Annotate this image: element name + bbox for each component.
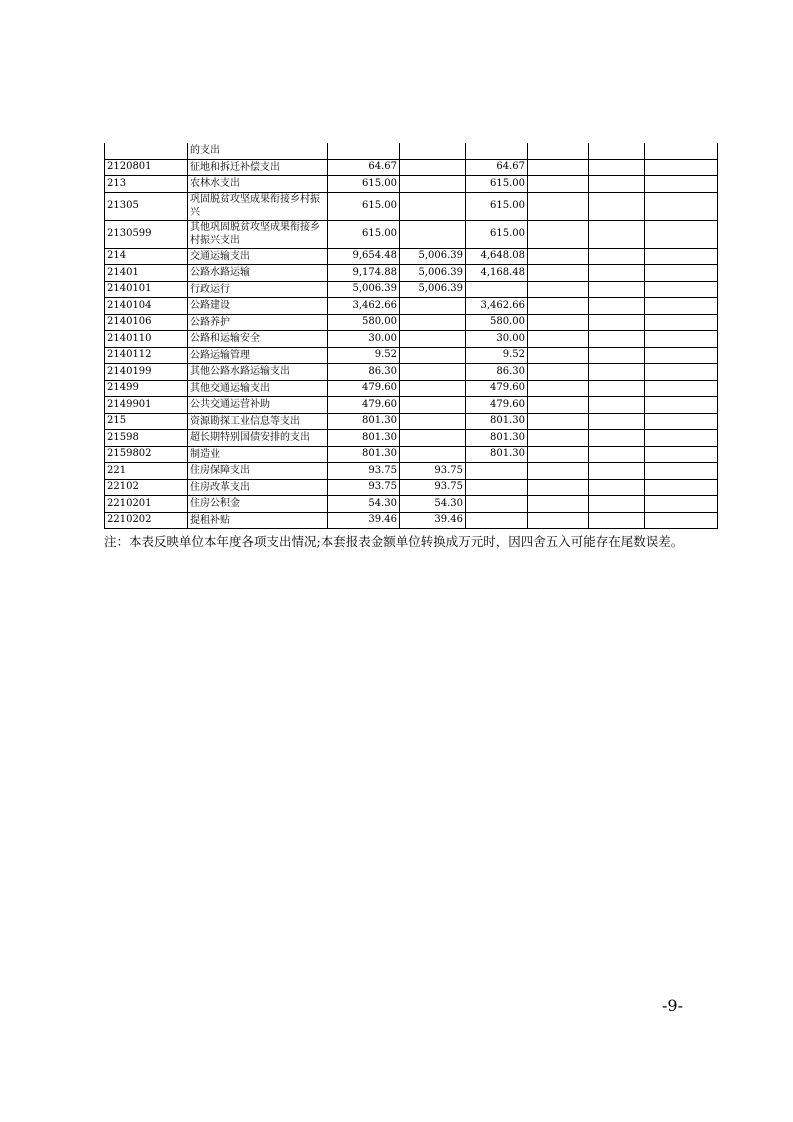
row-name: 巩固脱贫攻坚成果衔接乡村振兴 [188, 192, 328, 220]
row-amount-c6 [645, 446, 718, 463]
table-row [105, 364, 718, 381]
row-amount-c2 [400, 446, 466, 463]
row-name: 住房改革支出 [188, 479, 328, 496]
row-amount-c3: 615.00 [466, 220, 528, 248]
row-amount-c6 [645, 265, 718, 282]
row-name: 公路运输管理 [188, 347, 328, 364]
row-code: 22102 [105, 479, 188, 496]
page-number: -9- [662, 996, 683, 1015]
row-amount-c3: 801.30 [466, 413, 528, 430]
row-name: 其他交通运输支出 [188, 380, 328, 397]
expenditure-table [104, 143, 718, 529]
row-amount-c2: 5,006.39 [400, 281, 466, 298]
row-amount-c4 [528, 192, 589, 220]
row-amount-c4 [528, 248, 589, 265]
table-row [105, 463, 718, 480]
row-amount-c5 [589, 281, 645, 298]
row-amount-c2: 54.30 [400, 496, 466, 513]
row-amount-c2 [400, 364, 466, 381]
row-amount-c1: 9,174.88 [328, 265, 400, 282]
row-amount-c1: 5,006.39 [328, 281, 400, 298]
table-body [105, 143, 718, 529]
row-amount-c4 [528, 397, 589, 414]
table-row [105, 446, 718, 463]
row-name: 农林水支出 [188, 176, 328, 193]
row-amount-c2: 93.75 [400, 463, 466, 480]
row-name: 住房保障支出 [188, 463, 328, 480]
table-row [105, 265, 718, 282]
row-amount-c4 [528, 347, 589, 364]
row-name: 公共交通运营补助 [188, 397, 328, 414]
row-name: 征地和拆迁补偿支出 [188, 159, 328, 176]
row-amount-c4 [528, 413, 589, 430]
row-amount-c1: 801.30 [328, 446, 400, 463]
row-name: 超长期特别国债安排的支出 [188, 430, 328, 447]
row-amount-c4 [528, 463, 589, 480]
row-amount-c2 [400, 413, 466, 430]
row-amount-c2 [400, 176, 466, 193]
row-amount-c2 [400, 314, 466, 331]
row-amount-c2 [400, 397, 466, 414]
row-amount-c5 [589, 248, 645, 265]
row-name: 资源勘探工业信息等支出 [188, 413, 328, 430]
table-row [105, 380, 718, 397]
row-name: 公路水路运输 [188, 265, 328, 282]
row-amount-c6 [645, 413, 718, 430]
row-amount-c1: 615.00 [328, 192, 400, 220]
table-row [105, 298, 718, 315]
row-amount-c5 [589, 298, 645, 315]
row-amount-c5 [589, 314, 645, 331]
table-row [105, 479, 718, 496]
row-amount-c6 [645, 248, 718, 265]
row-code: 2140106 [105, 314, 188, 331]
row-amount-c4 [528, 298, 589, 315]
row-code: 2210202 [105, 512, 188, 529]
row-amount-c5 [589, 380, 645, 397]
row-amount-c4 [528, 430, 589, 447]
row-amount-c3 [466, 512, 528, 529]
row-code: 214 [105, 248, 188, 265]
row-amount-c4 [528, 512, 589, 529]
row-code: 2140110 [105, 331, 188, 348]
row-amount-c1: 479.60 [328, 380, 400, 397]
row-amount-c4 [528, 220, 589, 248]
row-amount-c1: 54.30 [328, 496, 400, 513]
row-amount-c4 [528, 143, 589, 159]
row-name: 交通运输支出 [188, 248, 328, 265]
row-amount-c3 [466, 143, 528, 159]
row-code: 2120801 [105, 159, 188, 176]
row-amount-c4 [528, 479, 589, 496]
row-code: 21598 [105, 430, 188, 447]
row-amount-c5 [589, 331, 645, 348]
table-row [105, 220, 718, 248]
table-row [105, 248, 718, 265]
row-amount-c5 [589, 159, 645, 176]
table-row [105, 143, 718, 159]
row-name: 制造业 [188, 446, 328, 463]
row-amount-c2 [400, 298, 466, 315]
row-code: 2159802 [105, 446, 188, 463]
row-amount-c3: 801.30 [466, 430, 528, 447]
row-amount-c2 [400, 430, 466, 447]
row-amount-c6 [645, 298, 718, 315]
row-amount-c4 [528, 314, 589, 331]
row-amount-c4 [528, 331, 589, 348]
row-amount-c6 [645, 143, 718, 159]
row-amount-c3: 479.60 [466, 397, 528, 414]
row-amount-c1: 479.60 [328, 397, 400, 414]
table-row [105, 192, 718, 220]
row-code: 21401 [105, 265, 188, 282]
row-amount-c2 [400, 159, 466, 176]
table-row [105, 347, 718, 364]
row-amount-c4 [528, 265, 589, 282]
row-amount-c5 [589, 479, 645, 496]
table-row [105, 331, 718, 348]
row-amount-c5 [589, 463, 645, 480]
row-amount-c6 [645, 176, 718, 193]
row-name: 公路建设 [188, 298, 328, 315]
row-amount-c5 [589, 496, 645, 513]
row-amount-c4 [528, 380, 589, 397]
row-amount-c1: 30.00 [328, 331, 400, 348]
row-amount-c4 [528, 496, 589, 513]
row-amount-c5 [589, 512, 645, 529]
row-amount-c3: 3,462.66 [466, 298, 528, 315]
row-amount-c6 [645, 347, 718, 364]
row-name: 其他公路水路运输支出 [188, 364, 328, 381]
row-amount-c3: 4,168.48 [466, 265, 528, 282]
row-amount-c1: 64.67 [328, 159, 400, 176]
row-amount-c6 [645, 159, 718, 176]
row-amount-c1: 615.00 [328, 220, 400, 248]
row-amount-c1: 93.75 [328, 479, 400, 496]
row-amount-c3 [466, 463, 528, 480]
row-amount-c6 [645, 364, 718, 381]
row-amount-c6 [645, 397, 718, 414]
row-amount-c1: 9,654.48 [328, 248, 400, 265]
row-code [105, 143, 188, 159]
row-amount-c3: 615.00 [466, 176, 528, 193]
row-amount-c5 [589, 265, 645, 282]
row-code: 2140101 [105, 281, 188, 298]
row-code: 2140199 [105, 364, 188, 381]
row-name: 提租补贴 [188, 512, 328, 529]
table-row [105, 496, 718, 513]
row-amount-c1: 580.00 [328, 314, 400, 331]
row-amount-c3: 86.30 [466, 364, 528, 381]
row-amount-c5 [589, 430, 645, 447]
row-amount-c1: 801.30 [328, 430, 400, 447]
row-amount-c3: 615.00 [466, 192, 528, 220]
row-amount-c5 [589, 220, 645, 248]
row-amount-c1: 801.30 [328, 413, 400, 430]
row-amount-c5 [589, 143, 645, 159]
row-amount-c6 [645, 512, 718, 529]
table-row [105, 176, 718, 193]
row-amount-c6 [645, 220, 718, 248]
row-name: 行政运行 [188, 281, 328, 298]
row-name: 的支出 [188, 143, 328, 159]
row-amount-c5 [589, 347, 645, 364]
row-amount-c3: 9.52 [466, 347, 528, 364]
row-code: 221 [105, 463, 188, 480]
row-amount-c1: 93.75 [328, 463, 400, 480]
row-amount-c5 [589, 176, 645, 193]
row-amount-c2: 5,006.39 [400, 265, 466, 282]
row-amount-c5 [589, 413, 645, 430]
row-amount-c4 [528, 281, 589, 298]
table-row [105, 314, 718, 331]
row-amount-c1: 3,462.66 [328, 298, 400, 315]
table-row [105, 397, 718, 414]
row-amount-c1 [328, 143, 400, 159]
row-amount-c1: 9.52 [328, 347, 400, 364]
row-code: 2149901 [105, 397, 188, 414]
row-amount-c4 [528, 159, 589, 176]
row-amount-c3 [466, 479, 528, 496]
row-amount-c1: 615.00 [328, 176, 400, 193]
row-name: 公路和运输安全 [188, 331, 328, 348]
row-amount-c3: 4,648.08 [466, 248, 528, 265]
row-amount-c5 [589, 446, 645, 463]
row-amount-c4 [528, 446, 589, 463]
row-amount-c5 [589, 397, 645, 414]
row-amount-c2 [400, 220, 466, 248]
table-footnote: 注：本表反映单位本年度各项支出情况;本套报表金额单位转换成万元时，因四舍五入可能存在尾数误差。 [104, 534, 684, 549]
table-row [105, 512, 718, 529]
row-amount-c3 [466, 496, 528, 513]
row-amount-c6 [645, 281, 718, 298]
row-amount-c6 [645, 479, 718, 496]
table-row [105, 159, 718, 176]
row-amount-c6 [645, 331, 718, 348]
row-code: 213 [105, 176, 188, 193]
row-code: 2210201 [105, 496, 188, 513]
row-amount-c4 [528, 176, 589, 193]
row-code: 2130599 [105, 220, 188, 248]
row-amount-c3: 580.00 [466, 314, 528, 331]
row-amount-c2 [400, 347, 466, 364]
row-amount-c3: 479.60 [466, 380, 528, 397]
row-code: 21305 [105, 192, 188, 220]
row-amount-c4 [528, 364, 589, 381]
row-amount-c3 [466, 281, 528, 298]
row-amount-c2: 39.46 [400, 512, 466, 529]
row-amount-c2 [400, 380, 466, 397]
table-row [105, 413, 718, 430]
row-name: 公路养护 [188, 314, 328, 331]
row-amount-c5 [589, 192, 645, 220]
row-amount-c6 [645, 496, 718, 513]
row-amount-c6 [645, 380, 718, 397]
row-amount-c3: 64.67 [466, 159, 528, 176]
row-amount-c1: 86.30 [328, 364, 400, 381]
row-amount-c3: 30.00 [466, 331, 528, 348]
row-amount-c2: 5,006.39 [400, 248, 466, 265]
row-amount-c6 [645, 314, 718, 331]
row-code: 21499 [105, 380, 188, 397]
row-amount-c6 [645, 430, 718, 447]
row-amount-c5 [589, 364, 645, 381]
row-amount-c2 [400, 143, 466, 159]
row-amount-c3: 801.30 [466, 446, 528, 463]
row-amount-c1: 39.46 [328, 512, 400, 529]
row-amount-c2: 93.75 [400, 479, 466, 496]
row-amount-c2 [400, 331, 466, 348]
row-name: 住房公积金 [188, 496, 328, 513]
table-row [105, 281, 718, 298]
row-code: 2140112 [105, 347, 188, 364]
row-name: 其他巩固脱贫攻坚成果衔接乡村振兴支出 [188, 220, 328, 248]
row-amount-c6 [645, 463, 718, 480]
row-amount-c6 [645, 192, 718, 220]
table-row [105, 430, 718, 447]
row-code: 2140104 [105, 298, 188, 315]
row-code: 215 [105, 413, 188, 430]
row-amount-c2 [400, 192, 466, 220]
